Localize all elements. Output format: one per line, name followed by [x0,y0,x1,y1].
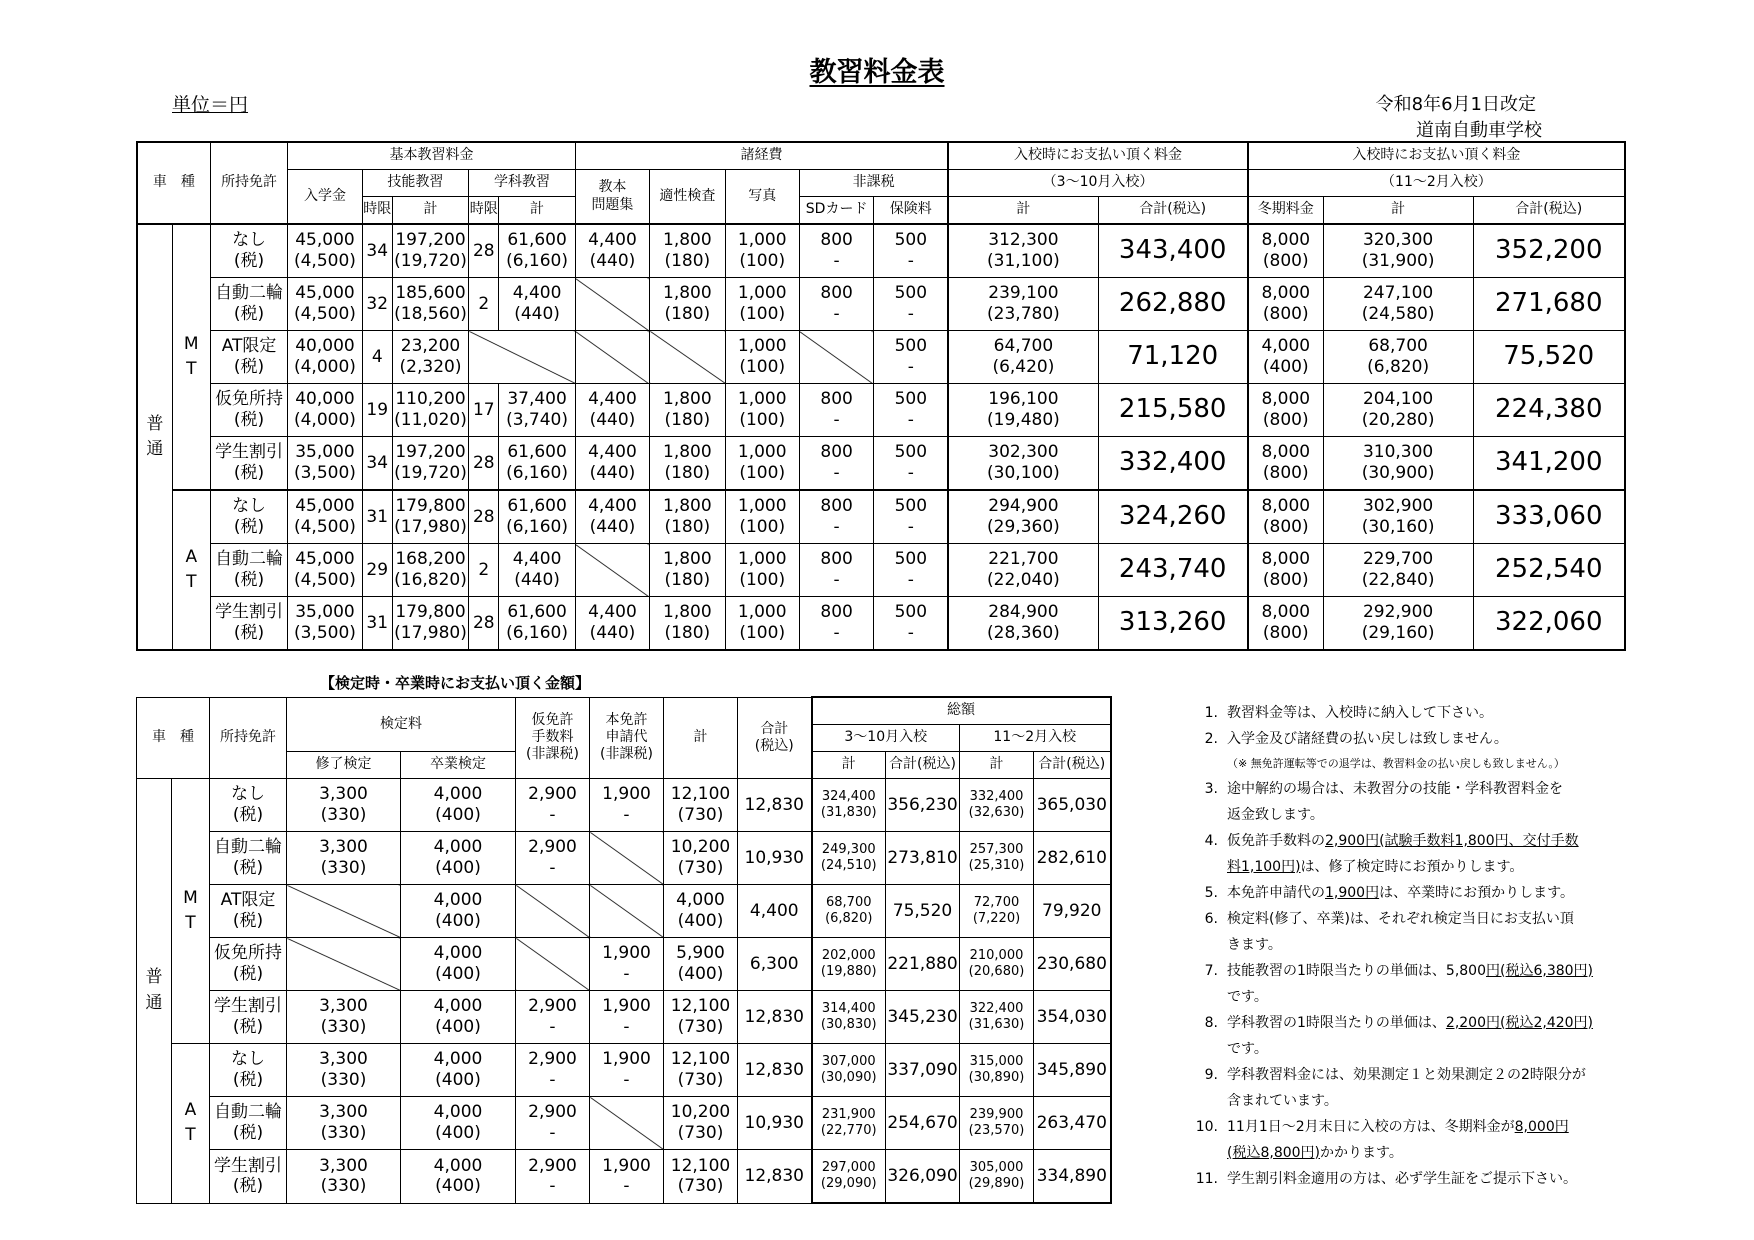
insurance-fee: 500 - [874,597,948,651]
shuryo-fee: 3,300 (330) [287,832,401,885]
sd-card-fee: 800 - [799,490,873,544]
col-pay2-sub: （11〜2月入校） [1248,170,1625,197]
skill-sum: 23,200 (2,320) [392,331,468,384]
pay1-sum: 302,300 (30,100) [948,437,1098,491]
col2-p2: 11〜2月入校 [960,725,1111,752]
exam-sum: 5,900 (400) [664,938,738,991]
exam-total: 10,930 [738,1097,812,1150]
license-cell: 自動二輪 (税) [210,832,287,885]
photo-fee: 1,000 (100) [725,597,799,651]
pay1-total: 71,120 [1098,331,1248,384]
insurance-fee: 500 - [874,544,948,597]
sotsugyo-fee: 4,000 (400) [401,991,516,1044]
theory-sum: 37,400 (3,740) [499,384,575,437]
exam-sum: 12,100 (730) [664,991,738,1044]
skill-hours: 4 [362,331,392,384]
insurance-fee: 500 - [874,490,948,544]
unit-label: 単位＝円 [172,94,249,116]
grand-p1-total: 337,090 [886,1044,960,1097]
col-pay2-total: 合計(税込) [1473,197,1625,225]
license-cell: なし (税) [210,779,287,832]
honmen-na [590,1097,664,1150]
kind-mt: M T [172,224,210,490]
skill-hours: 34 [362,437,392,491]
col-kind: 車 種 [137,142,210,224]
pay1-total: 332,400 [1098,437,1248,491]
aptitude-fee: 1,800 (180) [650,437,725,491]
col2-exam: 検定料 [287,697,516,752]
sotsugyo-fee: 4,000 (400) [401,779,516,832]
kind-mt: M T [172,779,210,1044]
grand-p2-sum: 322,400 (31,630) [960,991,1034,1044]
kind-at: A T [172,1044,210,1204]
textbook-fee: 4,400 (440) [575,597,649,651]
grand-p2-total: 334,890 [1034,1150,1111,1204]
grand-p2-sum: 257,300 (25,310) [960,832,1034,885]
sd-card-fee: 800 - [799,597,873,651]
table-row [137,1097,1111,1150]
winter-fee: 8,000 (800) [1248,384,1323,437]
col-sd: SDカード [799,197,873,225]
sd-card-fee: 800 - [799,384,873,437]
col2-p1-gokei: 合計(税込) [886,752,960,779]
license-cell: なし (税) [210,490,287,544]
license-cell: 学生割引 (税) [210,437,287,491]
photo-fee: 1,000 (100) [725,278,799,331]
sd-card-fee: 800 - [799,437,873,491]
pay1-sum: 312,300 (31,100) [948,224,1098,278]
winter-fee: 8,000 (800) [1248,597,1323,651]
sd-na [799,331,873,384]
theory-sum: 61,600 (6,160) [499,490,575,544]
pay1-total: 262,880 [1098,278,1248,331]
insurance-fee: 500 - [874,278,948,331]
tuition-table [136,141,1626,651]
honmen-fee: 1,900 - [590,779,664,832]
aptitude-fee: 1,800 (180) [650,544,725,597]
aptitude-fee: 1,800 (180) [650,384,725,437]
insurance-fee: 500 - [874,224,948,278]
pay1-total: 313,260 [1098,597,1248,651]
col-textbook: 教本 問題集 [575,170,649,225]
karimen-na [516,938,590,991]
grand-p1-sum: 202,000 (19,880) [812,938,886,991]
exam-total: 6,300 [738,938,812,991]
col-theory-sum: 計 [499,197,575,225]
table-row [137,1044,1111,1097]
grand-p1-total: 273,810 [886,832,960,885]
col2-honmen: 本免許 申請代 (非課税) [590,697,664,779]
col-skill-sum: 計 [392,197,468,225]
skill-hours: 34 [362,224,392,278]
grand-p1-sum: 324,400 (31,830) [812,779,886,832]
table-row [137,991,1111,1044]
karimen-fee: 2,900 - [516,1044,590,1097]
skill-sum: 197,200 (19,720) [392,224,468,278]
skill-sum: 185,600 (18,560) [392,278,468,331]
grand-p2-sum: 332,400 (32,630) [960,779,1034,832]
theory-sum: 61,600 (6,160) [499,597,575,651]
note-11: 11. 学生割引料金適用の方は、必ず学生証をご提示下さい。 [1195,1171,1577,1187]
entry-fee: 45,000 (4,500) [288,224,362,278]
col2-license: 所持免許 [210,697,287,779]
pay1-sum: 64,700 (6,420) [948,331,1098,384]
theory-hours: 17 [469,384,499,437]
pay2-sum: 204,100 (20,280) [1323,384,1473,437]
sotsugyo-fee: 4,000 (400) [401,832,516,885]
winter-fee: 8,000 (800) [1248,224,1323,278]
shuryo-fee: 3,300 (330) [287,1044,401,1097]
theory-hours: 28 [469,437,499,491]
insurance-fee: 500 - [874,384,948,437]
col-photo: 写真 [725,170,799,225]
photo-fee: 1,000 (100) [725,384,799,437]
license-cell: 学生割引 (税) [210,991,287,1044]
skill-sum: 110,200 (11,020) [392,384,468,437]
col-aptitude: 適性検査 [650,170,725,225]
license-cell: 自動二輪 (税) [210,544,287,597]
exam-sum: 4,000 (400) [664,885,738,938]
col-pay1-total: 合計(税込) [1098,197,1248,225]
col-insurance: 保険料 [874,197,948,225]
note-2: 2. 入学金及び諸経費の払い戻しは致しません。 [1204,731,1508,747]
skill-hours: 29 [362,544,392,597]
karimen-fee: 2,900 - [516,832,590,885]
table-row [137,832,1111,885]
pay2-sum: 320,300 (31,900) [1323,224,1473,278]
col-skill-hours: 時限 [362,197,392,225]
insurance-fee: 500 - [874,331,948,384]
shuryo-fee: 3,300 (330) [287,779,401,832]
note-3: 3. 途中解約の場合は、未教習分の技能・学科教習料金を 返金致します。 [1204,781,1563,823]
exam-total: 12,830 [738,991,812,1044]
note-7: 7. 技能教習の1時限当たりの単価は、5,800円(税込6,380円) です。 [1204,963,1594,1005]
pay2-total: 271,680 [1473,278,1625,331]
grand-p1-total: 326,090 [886,1150,960,1204]
winter-fee: 8,000 (800) [1248,490,1323,544]
col2-p2-kei: 計 [960,752,1034,779]
grand-p2-sum: 315,000 (30,890) [960,1044,1034,1097]
grand-p2-total: 365,030 [1034,779,1111,832]
col-license: 所持免許 [210,142,287,224]
skill-hours: 32 [362,278,392,331]
photo-fee: 1,000 (100) [725,331,799,384]
col-pay1-sub: （3〜10月入校） [948,170,1248,197]
shuryo-fee: 3,300 (330) [287,1150,401,1204]
note-2-sub: （※ 無免許運転等での退学は、教習料金の払い戻しも致しません。） [1227,757,1565,770]
pay2-sum: 292,900 (29,160) [1323,597,1473,651]
table-row [137,938,1111,991]
table-row [137,224,1625,278]
aptitude-fee: 1,800 (180) [650,278,725,331]
exam-fee-table [136,696,1112,1204]
table-row [137,437,1625,491]
col2-p1-kei: 計 [812,752,886,779]
photo-fee: 1,000 (100) [725,490,799,544]
exam-sum: 12,100 (730) [664,1044,738,1097]
note-9: 9. 学科教習料金には、効果測定１と効果測定２の2時限分が 含まれています。 [1204,1067,1586,1109]
grand-p2-total: 345,890 [1034,1044,1111,1097]
pay2-total: 333,060 [1473,490,1625,544]
theory-sum: 61,600 (6,160) [499,437,575,491]
pay1-sum: 294,900 (29,360) [948,490,1098,544]
col-winter: 冬期料金 [1248,197,1323,225]
pay2-total: 224,380 [1473,384,1625,437]
table-row [137,779,1111,832]
winter-fee: 4,000 (400) [1248,331,1323,384]
license-cell: 自動二輪 (税) [210,1097,287,1150]
col2-karimen: 仮免許 手数料 (非課税) [516,697,590,779]
honmen-na [590,832,664,885]
textbook-fee: 4,400 (440) [575,224,649,278]
pay1-sum: 284,900 (28,360) [948,597,1098,651]
textbook-na [575,331,649,384]
col-theory-hours: 時限 [469,197,499,225]
table-row [137,490,1625,544]
col2-p2-gokei: 合計(税込) [1034,752,1111,779]
honmen-fee: 1,900 - [590,938,664,991]
pay1-total: 324,260 [1098,490,1248,544]
theory-hours: 2 [469,278,499,331]
col2-kind: 車 種 [137,697,210,779]
insurance-fee: 500 - [874,437,948,491]
honmen-fee: 1,900 - [590,1150,664,1204]
grand-p2-total: 263,470 [1034,1097,1111,1150]
grand-p1-sum: 307,000 (30,090) [812,1044,886,1097]
note-5: 5. 本免許申請代の1,900円は、卒業時にお預かりします。 [1204,885,1574,901]
table-row [137,885,1111,938]
notes-list [1185,700,1630,1192]
entry-fee: 45,000 (4,500) [288,490,362,544]
license-cell: 自動二輪 (税) [210,278,287,331]
col-basic: 基本教習料金 [288,142,575,170]
col2-p1: 3〜10月入校 [812,725,960,752]
theory-sum: 4,400 (440) [499,278,575,331]
pay1-total: 243,740 [1098,544,1248,597]
grand-p1-total: 356,230 [886,779,960,832]
grand-p1-total: 221,880 [886,938,960,991]
exam-sum: 10,200 (730) [664,1097,738,1150]
school-name: 道南自動車学校 [1416,120,1542,141]
skill-hours: 19 [362,384,392,437]
kind-futsu: 普 通 [137,779,172,1204]
winter-fee: 8,000 (800) [1248,544,1323,597]
license-cell: なし (税) [210,1044,287,1097]
page-title: 教習料金表 [809,57,945,88]
shuryo-na [287,938,401,991]
honmen-na [590,885,664,938]
entry-fee: 45,000 (4,500) [288,544,362,597]
theory-na [469,331,576,384]
shuryo-fee: 3,300 (330) [287,991,401,1044]
col-theory: 学科教習 [469,170,576,197]
grand-p1-sum: 314,400 (30,830) [812,991,886,1044]
entry-fee: 35,000 (3,500) [288,437,362,491]
entry-fee: 40,000 (4,000) [288,331,362,384]
sotsugyo-fee: 4,000 (400) [401,885,516,938]
grand-p1-sum: 68,700 (6,820) [812,885,886,938]
license-cell: AT限定 (税) [210,331,287,384]
entry-fee: 35,000 (3,500) [288,597,362,651]
photo-fee: 1,000 (100) [725,544,799,597]
theory-sum: 4,400 (440) [499,544,575,597]
exam-sum: 12,100 (730) [664,779,738,832]
textbook-fee: 4,400 (440) [575,437,649,491]
pay2-total: 322,060 [1473,597,1625,651]
pay2-sum: 229,700 (22,840) [1323,544,1473,597]
table-row [137,1150,1111,1204]
skill-hours: 31 [362,490,392,544]
pay2-sum: 247,100 (24,580) [1323,278,1473,331]
license-cell: 学生割引 (税) [210,597,287,651]
exam-total: 12,830 [738,1150,812,1204]
table-row [137,597,1625,651]
karimen-fee: 2,900 - [516,779,590,832]
sotsugyo-fee: 4,000 (400) [401,1097,516,1150]
skill-sum: 179,800 (17,980) [392,490,468,544]
textbook-fee: 4,400 (440) [575,384,649,437]
col-nontax: 非課税 [799,170,948,197]
theory-hours: 28 [469,597,499,651]
pay1-sum: 239,100 (23,780) [948,278,1098,331]
photo-fee: 1,000 (100) [725,224,799,278]
grand-p1-total: 254,670 [886,1097,960,1150]
col2-total: 合計 (税込) [738,697,812,779]
skill-hours: 31 [362,597,392,651]
pay2-sum: 302,900 (30,160) [1323,490,1473,544]
skill-sum: 197,200 (19,720) [392,437,468,491]
pay1-total: 215,580 [1098,384,1248,437]
license-cell: 仮免所持 (税) [210,938,287,991]
grand-p1-total: 345,230 [886,991,960,1044]
col2-sum: 計 [664,697,738,779]
license-cell: なし (税) [210,224,287,278]
photo-fee: 1,000 (100) [725,437,799,491]
winter-fee: 8,000 (800) [1248,437,1323,491]
grand-p2-sum: 305,000 (29,890) [960,1150,1034,1204]
pay2-total: 75,520 [1473,331,1625,384]
shuryo-fee: 3,300 (330) [287,1097,401,1150]
winter-fee: 8,000 (800) [1248,278,1323,331]
col-pay1: 入校時にお支払い頂く料金 [948,142,1248,170]
grand-p1-total: 75,520 [886,885,960,938]
note-8: 8. 学科教習の1時限当たりの単価は、2,200円(税込2,420円) です。 [1204,1015,1594,1057]
exam-total: 12,830 [738,1044,812,1097]
grand-p2-total: 79,920 [1034,885,1111,938]
col-entry: 入学金 [288,170,362,225]
note-1: 1. 教習料金等は、入校時に納入して下さい。 [1204,705,1493,721]
grand-p1-sum: 231,900 (22,770) [812,1097,886,1150]
karimen-fee: 2,900 - [516,991,590,1044]
exam-total: 10,930 [738,832,812,885]
note-10: 10. 11月1日〜2月末日に入校の方は、冬期料金が8,000円 (税込8,800円)かかります。 [1195,1119,1569,1161]
col-skill: 技能教習 [362,170,469,197]
textbook-na [575,278,649,331]
entry-fee: 45,000 (4,500) [288,278,362,331]
col-misc: 諸経費 [575,142,948,170]
theory-hours: 2 [469,544,499,597]
sd-card-fee: 800 - [799,224,873,278]
pay2-total: 352,200 [1473,224,1625,278]
note-4: 4. 仮免許手数料の2,900円(試験手数料1,800円、交付手数 料1,100円)は、修了検定時にお預かりします。 [1204,833,1579,875]
col2-sotsugyo: 卒業検定 [401,752,516,779]
exam-fee-title: 【検定時・卒業時にお支払い頂く金額】 [320,674,591,692]
grand-p2-total: 354,030 [1034,991,1111,1044]
col2-grand: 総額 [812,697,1111,725]
col-pay1-sum: 計 [948,197,1098,225]
sd-card-fee: 800 - [799,278,873,331]
aptitude-fee: 1,800 (180) [650,490,725,544]
exam-sum: 10,200 (730) [664,832,738,885]
theory-hours: 28 [469,224,499,278]
grand-p2-total: 230,680 [1034,938,1111,991]
aptitude-na [650,331,725,384]
grand-p1-sum: 249,300 (24,510) [812,832,886,885]
sotsugyo-fee: 4,000 (400) [401,1150,516,1204]
grand-p2-sum: 72,700 (7,220) [960,885,1034,938]
theory-sum: 61,600 (6,160) [499,224,575,278]
karimen-na [516,885,590,938]
aptitude-fee: 1,800 (180) [650,224,725,278]
exam-sum: 12,100 (730) [664,1150,738,1204]
sotsugyo-fee: 4,000 (400) [401,1044,516,1097]
exam-total: 12,830 [738,779,812,832]
theory-hours: 28 [469,490,499,544]
grand-p1-sum: 297,000 (29,090) [812,1150,886,1204]
grand-p2-total: 282,610 [1034,832,1111,885]
table-row [137,278,1625,331]
pay2-sum: 68,700 (6,820) [1323,331,1473,384]
kind-at: A T [172,490,210,650]
honmen-fee: 1,900 - [590,991,664,1044]
table-row [137,384,1625,437]
grand-p2-sum: 210,000 (20,680) [960,938,1034,991]
pay1-sum: 221,700 (22,040) [948,544,1098,597]
sd-card-fee: 800 - [799,544,873,597]
exam-total: 4,400 [738,885,812,938]
pay1-sum: 196,100 (19,480) [948,384,1098,437]
karimen-fee: 2,900 - [516,1097,590,1150]
pay2-total: 341,200 [1473,437,1625,491]
aptitude-fee: 1,800 (180) [650,597,725,651]
textbook-na [575,544,649,597]
kind-futsu: 普 通 [137,224,172,650]
textbook-fee: 4,400 (440) [575,490,649,544]
col2-shuryo: 修了検定 [287,752,401,779]
honmen-fee: 1,900 - [590,1044,664,1097]
karimen-fee: 2,900 - [516,1150,590,1204]
col-pay2-sum: 計 [1323,197,1473,225]
sotsugyo-fee: 4,000 (400) [401,938,516,991]
license-cell: 仮免所持 (税) [210,384,287,437]
table-row [137,331,1625,384]
table-row [137,544,1625,597]
pay2-total: 252,540 [1473,544,1625,597]
shuryo-na [287,885,401,938]
skill-sum: 179,800 (17,980) [392,597,468,651]
grand-p2-sum: 239,900 (23,570) [960,1097,1034,1150]
pay2-sum: 310,300 (30,900) [1323,437,1473,491]
revision-date: 令和8年6月1日改定 [1375,94,1536,115]
skill-sum: 168,200 (16,820) [392,544,468,597]
note-6: 6. 検定料(修了、卒業)は、それぞれ検定当日にお支払い頂 きます。 [1204,911,1574,953]
col-pay2: 入校時にお支払い頂く料金 [1248,142,1625,170]
license-cell: 学生割引 (税) [210,1150,287,1204]
entry-fee: 40,000 (4,000) [288,384,362,437]
pay1-total: 343,400 [1098,224,1248,278]
license-cell: AT限定 (税) [210,885,287,938]
